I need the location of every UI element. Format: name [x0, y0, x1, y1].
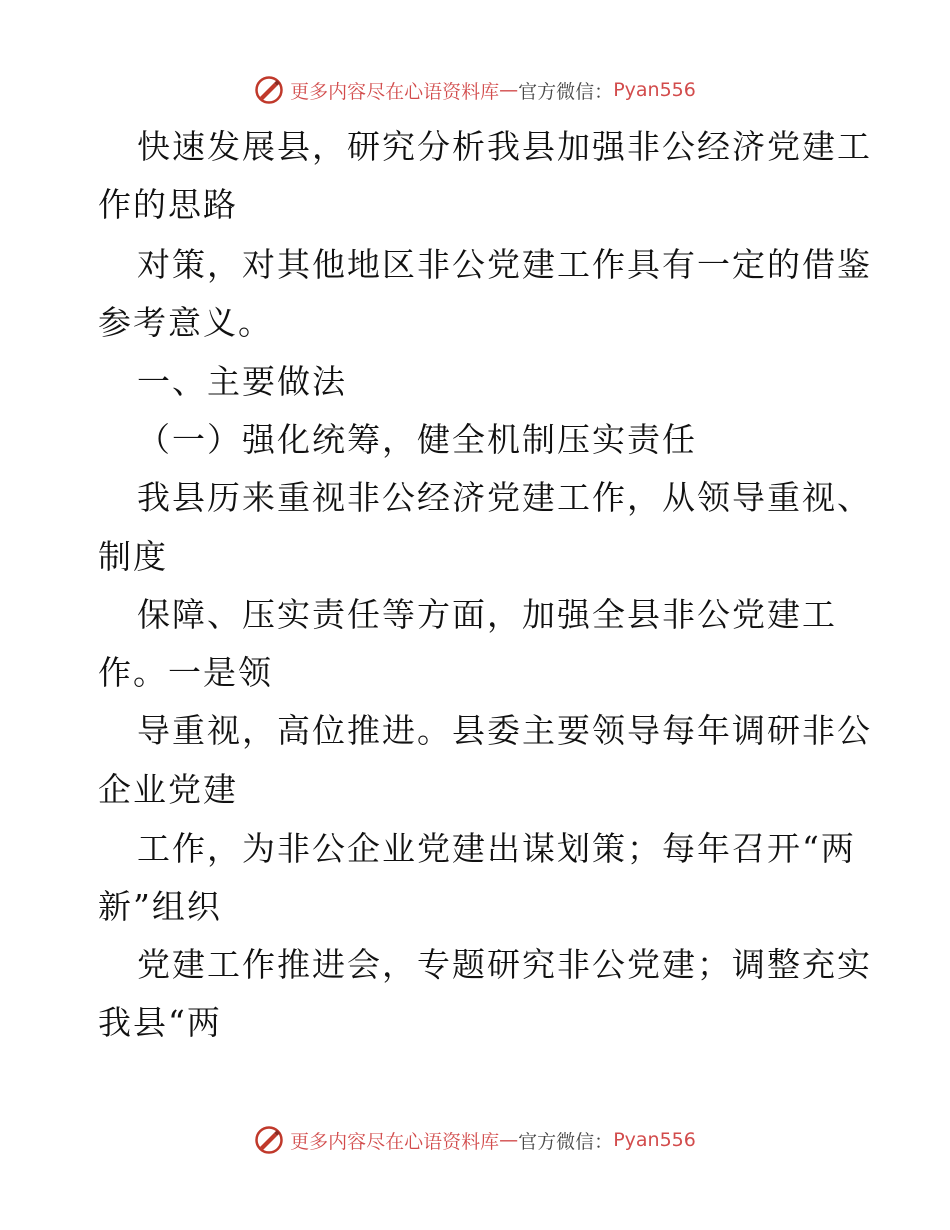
watermark-official-label: 官方微信：	[518, 1130, 614, 1153]
paragraph-line: 作的思路	[98, 185, 238, 224]
subsection-heading: （一）强化统筹，健全机制压实责任	[137, 420, 697, 459]
watermark-separator: —	[499, 79, 519, 101]
pen-circle-logo-icon	[254, 75, 284, 105]
paragraph-line: 对策，对其他地区非公党建工作具有一定的借鉴	[137, 245, 872, 284]
watermark-wechat-id: Pyan556	[613, 1129, 696, 1151]
paragraph-line: 工作，为非公企业党建出谋划策；每年召开“两	[137, 829, 856, 868]
paragraph-line: 新”组织	[98, 887, 222, 926]
paragraph-line: 导重视，高位推进。县委主要领导每年调研非公	[137, 711, 872, 750]
watermark-site-text: 更多内容尽在心语资料库	[290, 80, 500, 103]
watermark-separator: —	[499, 1129, 519, 1151]
watermark-official-label: 官方微信：	[518, 80, 614, 103]
paragraph-line: 作。一是领	[98, 653, 273, 692]
header-watermark	[0, 73, 950, 107]
pen-circle-logo-icon	[254, 1125, 284, 1155]
watermark-wechat-id: Pyan556	[613, 79, 696, 101]
paragraph-line: 保障、压实责任等方面，加强全县非公党建工	[137, 595, 837, 634]
section-heading: 一、主要做法	[137, 362, 347, 401]
watermark-site-text: 更多内容尽在心语资料库	[290, 1130, 500, 1153]
footer-watermark	[0, 1123, 950, 1157]
paragraph-line: 参考意义。	[98, 303, 273, 342]
paragraph-line: 企业党建	[98, 770, 238, 809]
paragraph-line: 制度	[98, 537, 168, 576]
paragraph-line: 党建工作推进会，专题研究非公党建；调整充实	[137, 945, 872, 984]
paragraph-line: 快速发展县，研究分析我县加强非公经济党建工	[137, 127, 872, 166]
paragraph-line: 我县“两	[98, 1003, 222, 1042]
paragraph-line: 我县历来重视非公经济党建工作，从领导重视、	[137, 478, 872, 517]
